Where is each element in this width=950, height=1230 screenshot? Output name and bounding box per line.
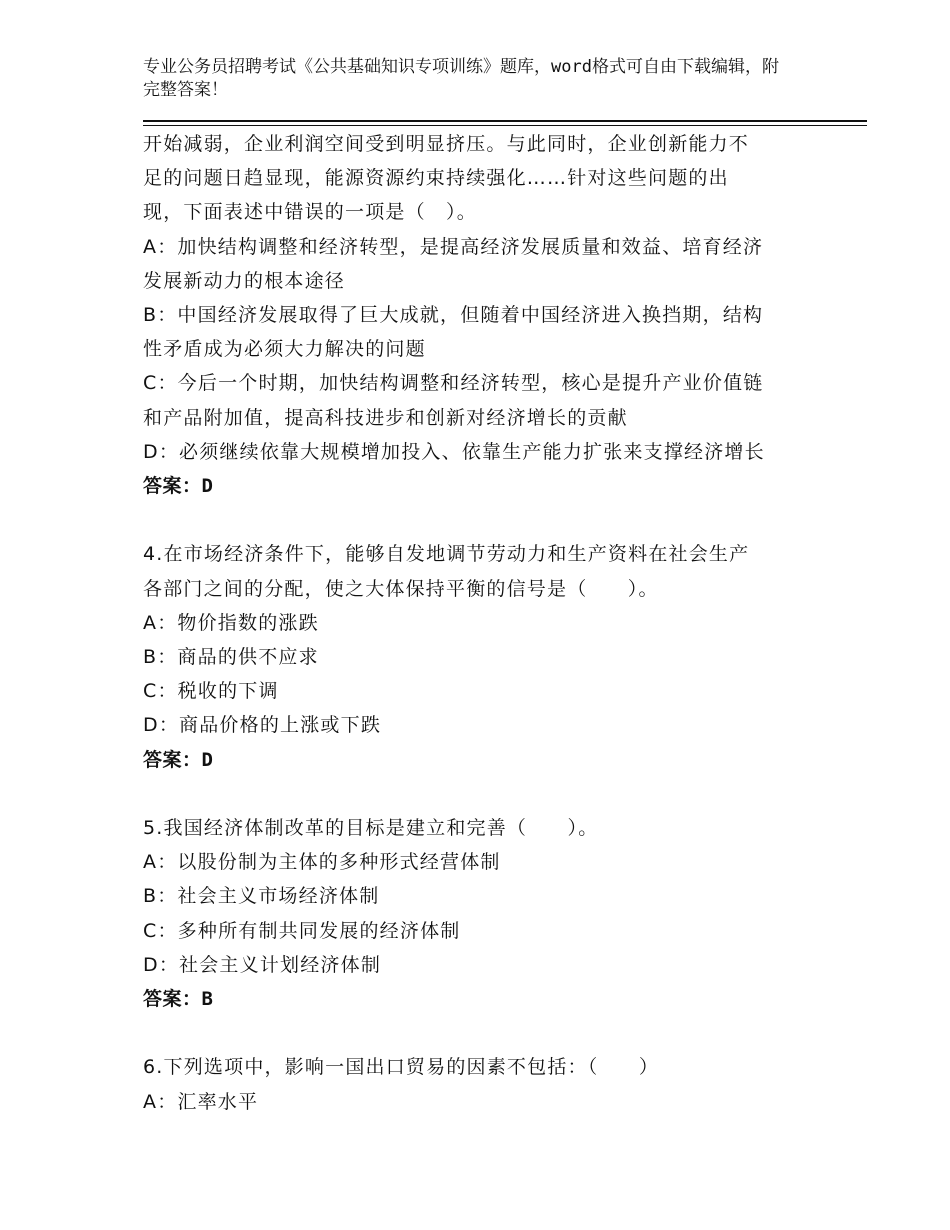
question-5-option-c: C：多种所有制共同发展的经济体制 bbox=[143, 919, 461, 942]
question-3-option-b-cont: 性矛盾成为必须大力解决的问题 bbox=[143, 338, 426, 361]
question-3 bbox=[143, 127, 823, 503]
question-5-answer: 答案：B bbox=[143, 988, 214, 1011]
question-6 bbox=[143, 1050, 823, 1118]
document-header: 专业公务员招聘考试《公共基础知识专项训练》题库，word格式可自由下载编辑，附完整答案！ bbox=[143, 57, 779, 100]
question-3-option-d: D：必须继续依靠大规模增加投入、依靠生产能力扩张来支撑经济增长 bbox=[143, 440, 765, 463]
question-5-stem: 5.我国经济体制改革的目标是建立和完善（ ）。 bbox=[143, 817, 599, 840]
spacer bbox=[143, 503, 823, 537]
header-rule-thick bbox=[143, 120, 867, 122]
question-5-option-d: D：社会主义计划经济体制 bbox=[143, 953, 382, 976]
question-content bbox=[143, 127, 823, 1119]
question-3-stem-line: 开始减弱，企业利润空间受到明显挤压。与此同时，企业创新能力不 bbox=[143, 133, 750, 155]
question-4-option-b: B：商品的供不应求 bbox=[143, 646, 319, 669]
question-6-option-a: A：汇率水平 bbox=[143, 1090, 259, 1113]
question-6-stem: 6.下列选项中，影响一国出口贸易的因素不包括：（ ） bbox=[143, 1056, 660, 1079]
spacer bbox=[143, 1016, 823, 1050]
question-5-option-a: A：以股份制为主体的多种形式经营体制 bbox=[143, 851, 501, 874]
question-3-stem-line: 现，下面表述中错误的一项是（ ）。 bbox=[143, 201, 477, 224]
question-4-option-d: D：商品价格的上涨或下跌 bbox=[143, 714, 382, 737]
question-4-option-a: A：物价指数的涨跌 bbox=[143, 611, 319, 634]
question-3-option-c-cont: 和产品附加值，提高科技进步和创新对经济增长的贡献 bbox=[143, 406, 628, 429]
spacer bbox=[143, 777, 823, 811]
question-3-option-c: C：今后一个时期，加快结构调整和经济转型，核心是提升产业价值链 bbox=[143, 372, 764, 395]
header-rule-thin bbox=[143, 125, 867, 126]
question-3-option-b: B：中国经济发展取得了巨大成就，但随着中国经济进入换挡期，结构 bbox=[143, 304, 764, 327]
question-4-stem-line: 4.在市场经济条件下，能够自发地调节劳动力和生产资料在社会生产 bbox=[143, 543, 750, 566]
question-3-stem-line: 足的问题日趋显现，能源资源约束持续强化……针对这些问题的出 bbox=[143, 167, 729, 190]
question-5 bbox=[143, 811, 823, 1016]
question-4 bbox=[143, 537, 823, 776]
question-4-answer: 答案：D bbox=[143, 748, 214, 771]
question-3-option-a-cont: 发展新动力的根本途径 bbox=[143, 269, 346, 292]
question-4-option-c: C：税收的下调 bbox=[143, 680, 279, 703]
question-3-option-a: A：加快结构调整和经济转型，是提高经济发展质量和效益、培育经济 bbox=[143, 235, 764, 258]
question-4-stem-line: 各部门之间的分配，使之大体保持平衡的信号是（ ）。 bbox=[143, 577, 659, 600]
question-5-option-b: B：社会主义市场经济体制 bbox=[143, 885, 380, 908]
question-3-answer: 答案：D bbox=[143, 475, 214, 498]
